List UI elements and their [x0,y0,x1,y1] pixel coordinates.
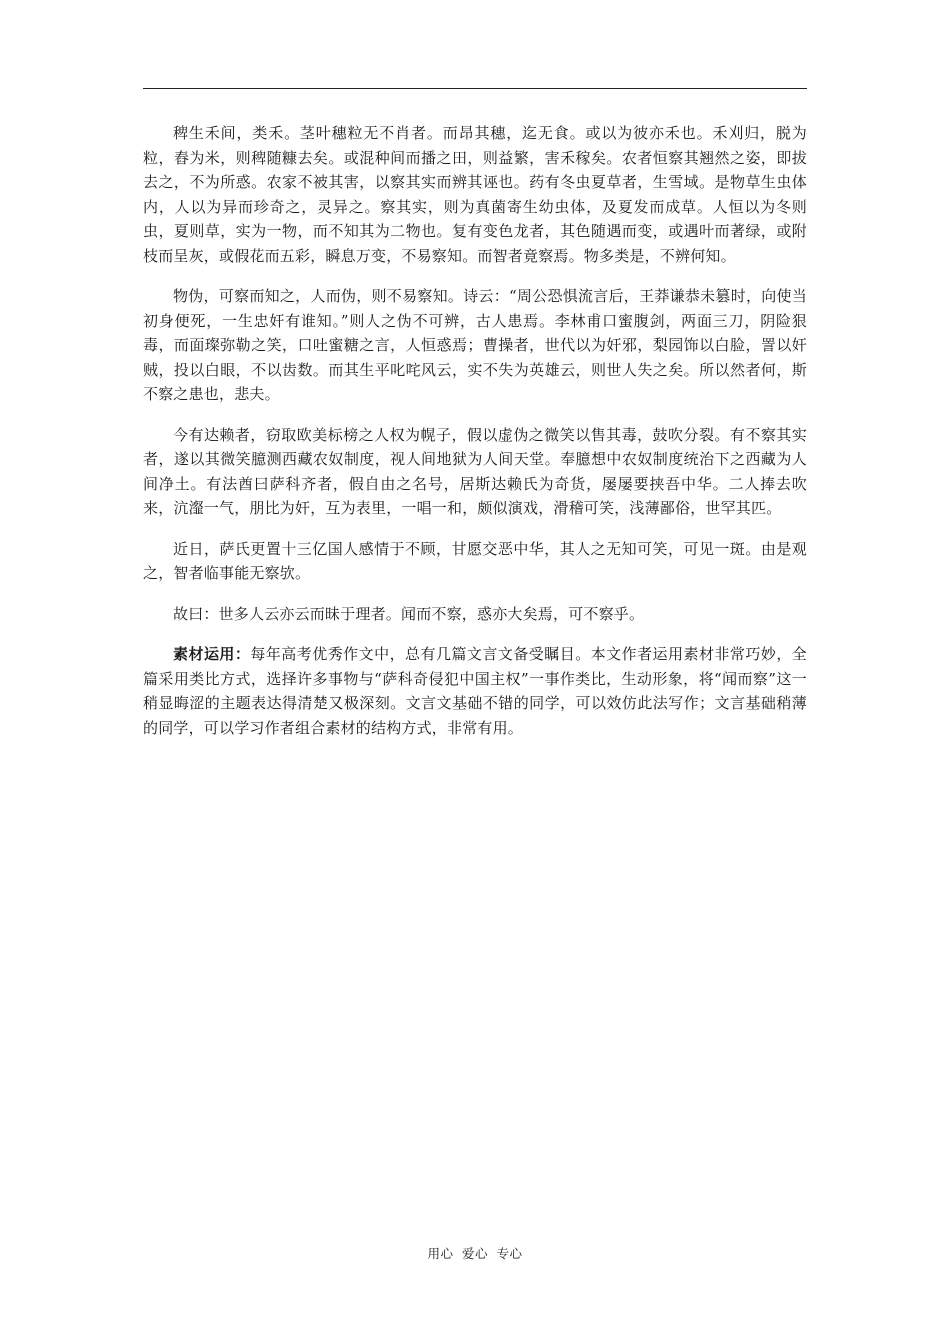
paragraph-5: 故曰：世多人云亦云而昧于理者。闻而不察，惑亦大矣焉，可不察乎。 [173,604,645,623]
paragraph-1: 稗生禾间，类禾。茎叶穗粒无不肖者。而昂其穗，迄无食。或以为彼亦禾也。禾刈归，脱为粒，舂为米，则稗随糠去矣。或混种间而播之田，则益繁，害禾稼矣。农者恒察其翘然之姿，即拔去之，不为所惑。农家不被其害，以察其实而辨其诬也。药有冬虫夏草者，生雪域。是物草生虫体内，人以为异而珍奇之，灵异之。察其实，则为真菌寄生幼虫体，及夏发而成草。人恒以为冬则虫，夏则草，实为一物，而不知其为二物也。复有变色龙者，其色随遇而变，或遇叶而著绿，或附枝而呈灰，或假花而五彩，瞬息万变，不易察知。而智者竟察焉。物多类是，不辨何知。 [143,124,807,265]
page-footer [0,1245,950,1263]
footer-item-2: 爱心 [461,1246,488,1261]
material-note [143,642,807,740]
paragraph-2: 物伪，可察而知之，人而伪，则不易察知。诗云：“周公恐惧流言后，王莽谦恭未篡时，向使当初身便死，一生忠奸有谁知。”则人之伪不可辨，古人患焉。李林甫口蜜腹剑，两面三刀，阴险狠毒，而面璨弥勒之笑，口吐蜜糖之言，人恒惑焉；曹操者，世代以为奸邪，梨园饰以白脸，詈以奸贼，投以白眼，不以齿数。而其生平叱咤风云，实不失为英雄云，则世人失之矣。所以然者何，斯不察之患也，悲夫。 [143,287,807,403]
footer-item-3: 专心 [496,1246,523,1261]
paragraph-4: 近日，萨氏更置十三亿国人感情于不顾，甘愿交恶中华，其人之无知可笑，可见一斑。由是观之，智者临事能无察欤。 [143,539,807,582]
footer-item-1: 用心 [427,1246,454,1261]
document-body [143,121,807,756]
header-rule [143,88,807,89]
paragraph-3: 今有达赖者，窃取欧美标榜之人权为幌子，假以虚伪之微笑以售其毒，鼓吹分裂。有不察其实者，遂以其微笑臆测西藏农奴制度，视人间地狱为人间天堂。奉臆想中农奴制度统治下之西藏为人间净土。有法酋曰萨科齐者，假自由之名号，居斯达赖氏为奇货，屡屡要挟吾中华。二人捧去吹来，沆瀣一气，朋比为奸，互为表里，一唱一和，颇似演戏，滑稽可笑，浅薄鄙俗，世罕其匹。 [143,425,807,517]
material-note-label: 素材运用： [173,645,251,663]
material-note-text: 每年高考优秀作文中，总有几篇文言文备受瞩目。本文作者运用素材非常巧妙，全篇采用类比方式，选择许多事物与“萨科奇侵犯中国主权”一事作类比，生动形象，将“闻而察”这一稍显晦涩的主题表达得清楚又极深刻。文言文基础不错的同学，可以效仿此法写作；文言基础稍薄的同学，可以学习作者组合素材的结构方式，非常有用。 [143,645,807,737]
